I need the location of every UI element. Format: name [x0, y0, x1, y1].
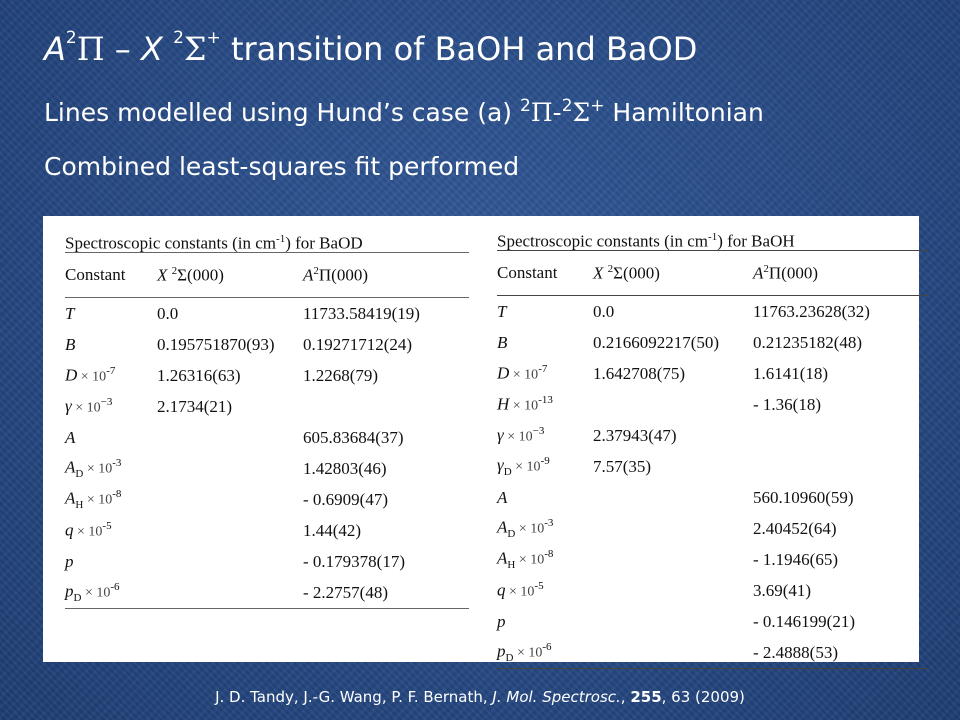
constant-multiplier: × 10 [73, 524, 103, 540]
baod-caption [65, 226, 469, 252]
baod-row [65, 422, 469, 453]
baoh-row [497, 327, 929, 358]
baoh-cell-constant [497, 488, 593, 508]
baoh-row [497, 451, 929, 482]
constant-subscript: H [75, 499, 84, 512]
constant-symbol: A [65, 427, 76, 447]
baoh-caption [497, 224, 929, 250]
baoh-cell-constant [497, 394, 593, 415]
constant-symbol: γ [65, 396, 72, 416]
baoh-cell-a-state: - 0.146199(21) [753, 611, 855, 631]
baoh-header-a-sup: 2 [763, 262, 769, 275]
baoh-cell-constant [497, 363, 593, 384]
baod-header-x [157, 265, 303, 286]
baod-header-constant: Constant [65, 265, 126, 284]
baod-row [65, 298, 469, 329]
baod-cell-x-state: 1.26316(63) [157, 365, 241, 385]
baoh-row [497, 575, 929, 606]
constant-symbol: q [497, 580, 506, 600]
baoh-cell-constant [497, 580, 593, 601]
bullet1-sup-1: 2 [520, 96, 531, 116]
constant-exponent: -5 [534, 580, 544, 593]
baoh-cell-x-state: 0.0 [593, 301, 615, 321]
bullet1-sup-2: 2 [561, 96, 573, 116]
baoh-row [497, 606, 929, 637]
baoh-row [497, 420, 929, 451]
bullet1-text-a: Lines modelled using Hund’s case (a) [44, 98, 521, 127]
baoh-cell-a-state: 2.40452(64) [753, 518, 837, 538]
baod-caption-exp: -1 [276, 233, 286, 245]
constant-exponent: -8 [112, 487, 122, 500]
baod-header-a-sup: 2 [313, 264, 319, 277]
constant-symbol: A [497, 548, 508, 568]
citation-volume: 255 [630, 688, 662, 706]
baod-header-a-state: Π(000) [318, 265, 368, 285]
constant-symbol: p [497, 641, 506, 661]
baoh-row [497, 482, 929, 513]
baod-row [65, 515, 469, 546]
baoh-cell-constant [497, 612, 593, 632]
baod-header-x-sup: 2 [171, 264, 178, 277]
constant-exponent: -9 [540, 454, 550, 467]
constant-symbol: A [65, 488, 76, 508]
constant-multiplier: × 10 [81, 585, 111, 601]
constant-multiplier: × 10 [71, 400, 101, 416]
constant-subscript: D [505, 652, 514, 665]
baod-caption-b: ) for BaOD [285, 233, 363, 253]
title-plus: + [206, 28, 221, 48]
constant-multiplier: × 10 [83, 461, 113, 477]
baod-cell-x-state: 2.1734(21) [157, 396, 233, 416]
baod-row [65, 360, 469, 391]
constant-multiplier: × 10 [511, 459, 541, 475]
baoh-header-constant: Constant [497, 263, 558, 282]
baod-header-a [303, 265, 469, 286]
constant-subscript: D [503, 466, 512, 479]
baoh-cell-a-state: 11763.23628(32) [753, 301, 870, 321]
baoh-cell-a-state: - 2.4888(53) [753, 642, 838, 662]
baod-table [65, 226, 469, 609]
tables-panel [43, 216, 919, 665]
title-state-a: A [44, 30, 66, 68]
constant-multiplier: × 10 [515, 521, 545, 537]
baod-cell-constant [65, 304, 157, 324]
baoh-header-a-state: Π(000) [768, 263, 818, 283]
constant-symbol: T [65, 303, 75, 323]
constant-symbol: γ [497, 455, 504, 475]
baod-cell-constant [65, 457, 157, 480]
baod-header-x-state: Σ(000) [177, 265, 224, 285]
constant-symbol: p [497, 611, 506, 631]
baod-cell-constant [65, 581, 157, 604]
constant-symbol: D [497, 363, 510, 383]
baod-row [65, 577, 469, 608]
baoh-cell-constant [497, 425, 593, 446]
baoh-caption-a: Spectroscopic constants (in cm [497, 231, 709, 251]
baoh-cell-a-state: 1.6141(18) [753, 363, 829, 383]
baod-row [65, 546, 469, 577]
baoh-cell-constant [497, 302, 593, 322]
constant-subscript: D [507, 528, 516, 541]
baod-cell-x-state: 0.195751870(93) [157, 334, 275, 354]
baoh-cell-x-state: 7.57(35) [593, 456, 652, 476]
baoh-row [497, 296, 929, 327]
baod-cell-a-state: - 2.2757(48) [303, 582, 388, 602]
baoh-header-x-sup: 2 [607, 262, 614, 275]
title-sup-1: 2 [65, 28, 77, 48]
baod-cell-constant [65, 335, 157, 355]
bullet1-sigma: Σ [572, 98, 591, 127]
baod-cell-constant [65, 520, 157, 541]
baoh-row [497, 389, 929, 420]
baod-cell-a-state: 1.44(42) [303, 520, 362, 540]
baod-body [65, 298, 469, 608]
baod-cell-a-state: 1.2268(79) [303, 365, 379, 385]
title-sigma: Σ [183, 30, 207, 68]
baod-cell-constant [65, 428, 157, 448]
baod-cell-a-state: - 0.179378(17) [303, 551, 405, 571]
bullet-hamiltonian [44, 98, 764, 127]
baod-cell-a-state: 11733.58419(19) [303, 303, 420, 323]
baoh-table [497, 224, 929, 669]
baoh-cell-a-state: - 1.1946(65) [753, 549, 838, 569]
title-dash: – [104, 30, 141, 68]
baod-cell-a-state: - 0.6909(47) [303, 489, 388, 509]
constant-symbol: p [65, 581, 74, 601]
baoh-cell-a-state: 560.10960(59) [753, 487, 854, 507]
baoh-header-a-symbol: A [753, 263, 764, 283]
baoh-header-a [753, 263, 929, 284]
title-state-x: X [140, 30, 163, 68]
citation-sep: , [620, 688, 631, 706]
baoh-row [497, 637, 929, 668]
constant-multiplier: × 10 [83, 492, 113, 508]
baoh-cell-a-state: - 1.36(18) [753, 394, 821, 414]
constant-exponent: -8 [544, 547, 554, 560]
citation-authors: J. D. Tandy, J.-G. Wang, P. F. Bernath, [215, 688, 493, 706]
baoh-header-x [593, 263, 753, 284]
baod-row [65, 391, 469, 422]
baoh-cell-constant [497, 548, 593, 571]
baoh-row [497, 544, 929, 575]
constant-symbol: p [65, 551, 74, 571]
baoh-cell-constant [497, 517, 593, 540]
constant-multiplier: × 10 [509, 367, 539, 383]
constant-symbol: T [497, 301, 507, 321]
constant-subscript: D [73, 592, 82, 605]
constant-exponent: -3 [112, 456, 122, 469]
bullet-fit: Combined least-squares fit performed [44, 152, 520, 181]
constant-exponent: −3 [532, 425, 545, 438]
baod-header-row [65, 253, 469, 297]
baod-row [65, 329, 469, 360]
baoh-header-x-state: Σ(000) [613, 263, 660, 283]
constant-symbol: A [497, 487, 508, 507]
baod-cell-constant [65, 396, 157, 417]
bullet1-text-b: Hamiltonian [604, 98, 764, 127]
baoh-rule-bottom [497, 668, 929, 669]
title-rest: transition of BaOH and BaOD [220, 30, 698, 68]
constant-symbol: γ [497, 425, 504, 445]
constant-symbol: A [65, 457, 76, 477]
baoh-row [497, 358, 929, 389]
baoh-cell-constant [497, 641, 593, 664]
baoh-cell-a-state: 0.21235182(48) [753, 332, 863, 352]
baoh-cell-x-state: 0.2166092217(50) [593, 332, 720, 352]
constant-multiplier: × 10 [77, 369, 107, 385]
bullet1-plus: + [590, 96, 605, 116]
constant-exponent: -6 [542, 640, 552, 653]
baod-rule-bottom [65, 608, 469, 609]
baoh-body [497, 296, 929, 668]
constant-symbol: B [65, 334, 76, 354]
constant-symbol: D [65, 365, 78, 385]
baoh-cell-constant [497, 455, 593, 478]
baod-caption-a: Spectroscopic constants (in cm [65, 233, 277, 253]
constant-exponent: -7 [106, 365, 116, 378]
baod-cell-constant [65, 365, 157, 386]
constant-symbol: H [497, 394, 510, 414]
constant-exponent: −3 [100, 396, 113, 409]
citation-rest: , 63 (2009) [661, 688, 745, 706]
constant-exponent: -6 [110, 580, 120, 593]
constant-symbol: B [497, 332, 508, 352]
baod-row [65, 453, 469, 484]
baod-cell-constant [65, 552, 157, 572]
citation [0, 688, 960, 706]
constant-exponent: -7 [538, 363, 548, 376]
constant-exponent: -5 [102, 520, 112, 533]
baod-cell-a-state: 0.19271712(24) [303, 334, 413, 354]
constant-subscript: D [75, 468, 84, 481]
constant-subscript: H [507, 559, 516, 572]
baod-header-a-symbol: A [303, 265, 314, 285]
constant-multiplier: × 10 [515, 552, 545, 568]
baoh-cell-x-state: 2.37943(47) [593, 425, 677, 445]
baoh-cell-a-state: 3.69(41) [753, 580, 812, 600]
baoh-header-row [497, 251, 929, 295]
baoh-cell-constant [497, 333, 593, 353]
constant-exponent: -3 [544, 516, 554, 529]
baoh-caption-b: ) for BaOH [717, 231, 795, 251]
baod-header-x-symbol: X [157, 265, 168, 285]
bullet1-pi: Π [530, 98, 553, 127]
title-pi: Π [76, 30, 105, 68]
bullet1-dash: - [552, 98, 562, 127]
baod-cell-constant [65, 488, 157, 511]
baod-cell-a-state: 1.42803(46) [303, 458, 387, 478]
slide-title [44, 30, 697, 68]
baoh-row [497, 513, 929, 544]
constant-multiplier: × 10 [513, 645, 543, 661]
constant-symbol: A [497, 517, 508, 537]
baoh-caption-exp: -1 [708, 231, 718, 243]
baoh-cell-x-state: 1.642708(75) [593, 363, 686, 383]
constant-multiplier: × 10 [505, 584, 535, 600]
constant-symbol: q [65, 520, 74, 540]
baod-row [65, 484, 469, 515]
baod-cell-x-state: 0.0 [157, 303, 179, 323]
title-sup-2: 2 [173, 28, 184, 48]
constant-multiplier: × 10 [503, 429, 533, 445]
baoh-header-x-symbol: X [593, 263, 604, 283]
baod-cell-a-state: 605.83684(37) [303, 427, 404, 447]
constant-exponent: -13 [538, 394, 553, 407]
citation-journal: J. Mol. Spectrosc. [492, 688, 621, 706]
constant-multiplier: × 10 [509, 398, 539, 414]
